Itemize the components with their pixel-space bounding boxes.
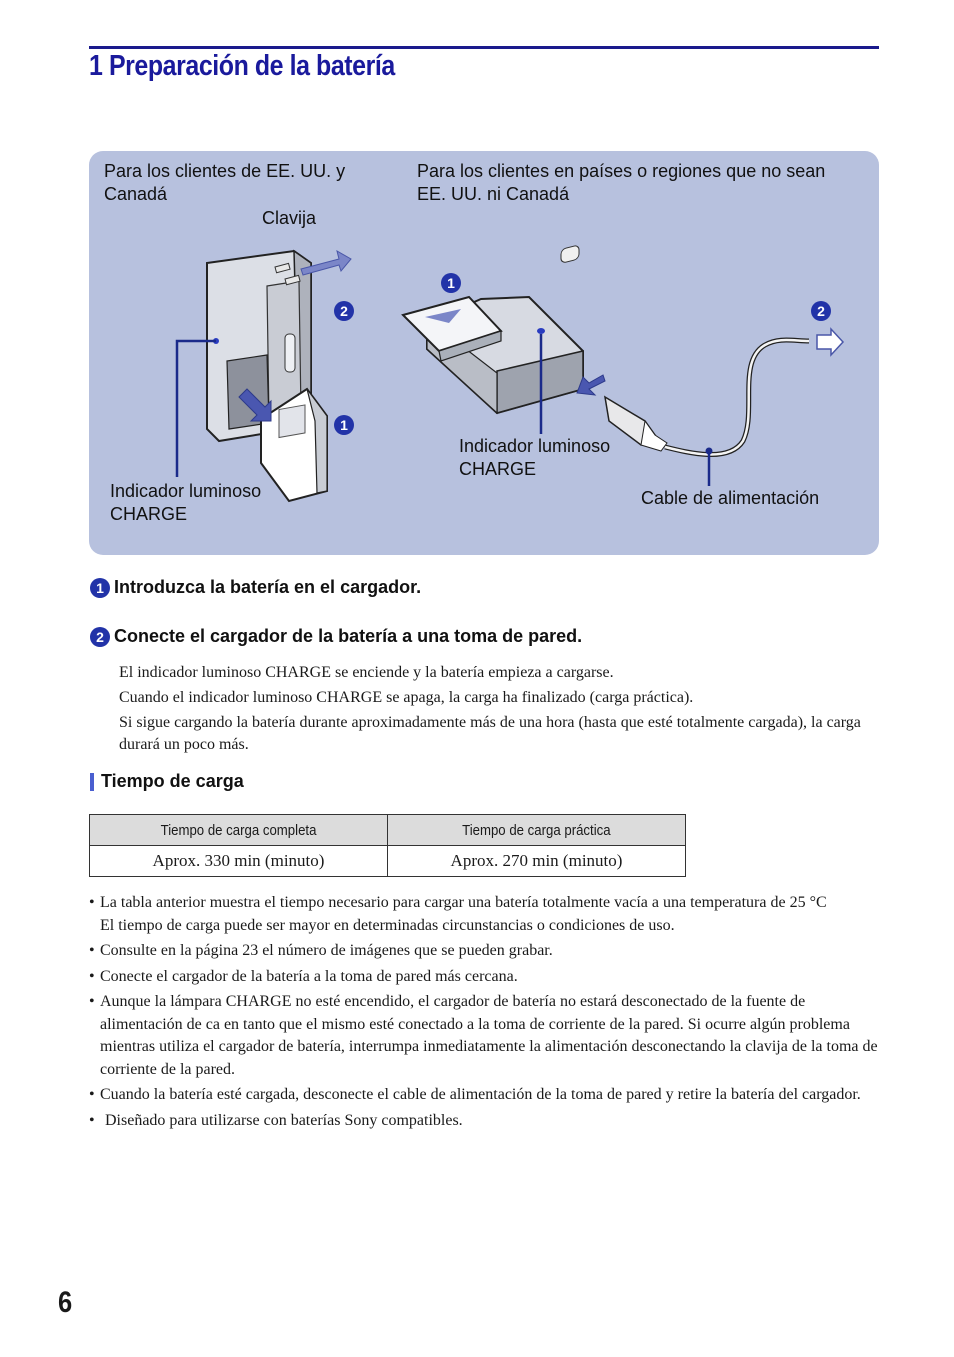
left-caption: Para los clientes de EE. UU. y Canadá xyxy=(104,161,346,204)
right-indicator-label: Indicador luminoso CHARGE xyxy=(459,436,611,479)
step-2-text: Conecte el cargador de la batería a una toma de pared. xyxy=(114,626,583,646)
step-1-text: Introduzca la batería en el cargador. xyxy=(114,577,422,597)
charger-figure xyxy=(89,151,879,555)
step-1 xyxy=(90,577,421,598)
list-item: • Cuando la batería esté cargada, desconecte el cable de alimentación de la toma de pared y retire la batería del cargador. xyxy=(89,1084,879,1107)
right-caption: Para los clientes en países o regiones que no sean EE. UU. ni Canadá xyxy=(417,161,826,204)
table-cell: Aprox. 330 min (minuto) xyxy=(90,846,388,877)
list-item: • La tabla anterior muestra el tiempo necesario para cargar una batería totalmente vacía a una temperatura de 25 °C El tiempo de carga puede ser mayor en determinadas circunstancias o condiciones de uso. xyxy=(89,892,879,937)
step-2 xyxy=(90,626,582,647)
section-title: Tiempo de carga xyxy=(101,771,244,791)
table-header: Tiempo de carga completa xyxy=(90,815,388,846)
plug-label: Clavija xyxy=(262,208,317,228)
list-item: • Aunque la lámpara CHARGE no esté encendido, el cargador de batería no estará desconectado de la fuente de alimentación de ca en tanto que el mismo esté conectado a la toma de corriente de la pared. Si ocurre algún problema mientras utiliza el cargador de batería, interrumpa inmediatamente la alimentación desconectando la clavija de la toma de corriente de la pared. xyxy=(89,991,879,1081)
paragraph: Cuando el indicador luminoso CHARGE se apaga, la carga ha finalizado (carga práctica). xyxy=(119,689,694,706)
table-header: Tiempo de carga práctica xyxy=(388,815,686,846)
table-row xyxy=(90,846,686,877)
list-item: • Diseñado para utilizarse con baterías Sony compatibles. xyxy=(89,1110,879,1133)
section-bar xyxy=(90,773,94,791)
marker-2-left: 2 xyxy=(334,301,354,321)
header-rule xyxy=(89,46,879,49)
page-title: 1 Preparación de la batería xyxy=(89,50,395,82)
table-cell: Aprox. 270 min (minuto) xyxy=(388,846,686,877)
marker-1-left: 1 xyxy=(334,415,354,435)
left-indicator-label: Indicador luminoso CHARGE xyxy=(110,481,262,524)
marker-1-right: 1 xyxy=(441,273,461,293)
paragraph: El indicador luminoso CHARGE se enciende y la batería empieza a cargarse. xyxy=(119,664,614,681)
step-1-number: 1 xyxy=(90,578,110,598)
page-number: 6 xyxy=(58,1286,73,1319)
notes-list xyxy=(89,892,879,1135)
marker-2-right: 2 xyxy=(811,301,831,321)
charge-time-table xyxy=(89,814,686,877)
left-charger-drawing xyxy=(177,251,351,501)
list-item: • Consulte en la página 23 el número de imágenes que se pueden grabar. xyxy=(89,940,879,963)
step-2-details xyxy=(119,662,879,756)
cable-label: Cable de alimentación xyxy=(641,488,820,508)
list-item: • Conecte el cargador de la batería a la toma de pared más cercana. xyxy=(89,966,879,989)
step-2-number: 2 xyxy=(90,627,110,647)
table-header-row xyxy=(90,815,686,846)
paragraph: Si sigue cargando la batería durante aproximadamente más de una hora (hasta que esté totalmente cargada), la carga durará un poco más. xyxy=(119,714,861,753)
